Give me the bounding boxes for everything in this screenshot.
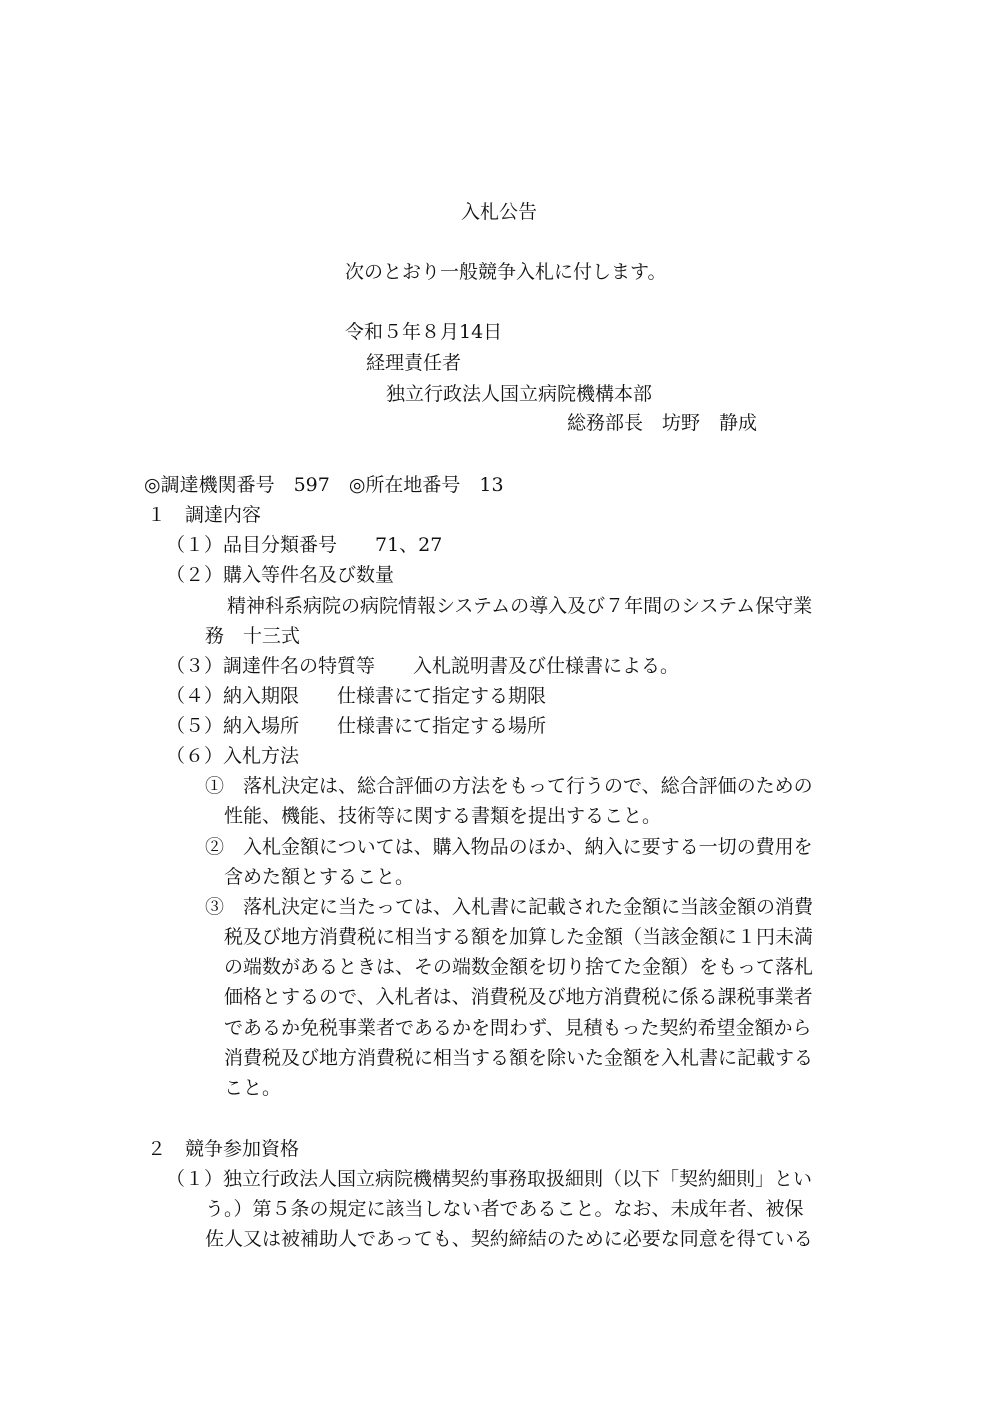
bid-method-3-line-7: こと。 bbox=[224, 1077, 282, 1099]
bid-method-2-line-1: ② 入札金額については、購入物品のほか、納入に要する一切の費用を bbox=[205, 836, 813, 858]
issuer-organization: 独立行政法人国立病院機構本部 bbox=[386, 383, 653, 405]
section-2-item-1-line-2: う。）第５条の規定に該当しない者であること。なお、未成年者、被保 bbox=[205, 1198, 804, 1220]
issuer-role: 経理責任者 bbox=[366, 352, 462, 374]
issuer-official: 総務部長 坊野 静成 bbox=[567, 412, 758, 434]
bid-method-1-line-1: ① 落札決定は、総合評価の方法をもって行うので、総合評価のための bbox=[205, 775, 813, 797]
notice-date: 令和５年８月14日 bbox=[345, 321, 503, 343]
section-1-item-2-label: （２）購入等件名及び数量 bbox=[166, 564, 395, 586]
identifier-line: ◎調達機関番号 597 ◎所在地番号 13 bbox=[144, 474, 504, 496]
bid-method-1-line-2: 性能、機能、技術等に関する書類を提出すること。 bbox=[224, 805, 662, 827]
section-1-item-2-line-1: 精神科系病院の病院情報システムの導入及び７年間のシステム保守業 bbox=[227, 595, 813, 617]
section-2-heading: ２ 競争参加資格 bbox=[147, 1138, 300, 1160]
bid-method-3-line-6: 消費税及び地方消費税に相当する額を除いた金額を入札書に記載する bbox=[224, 1047, 814, 1069]
section-2-item-1-line-3: 佐人又は被補助人であっても、契約締結のために必要な同意を得ている bbox=[205, 1228, 813, 1250]
section-1-item-2-line-2: 務 十三式 bbox=[205, 625, 301, 647]
page-title: 入札公告 bbox=[461, 201, 538, 223]
section-1-item-6-label: （６）入札方法 bbox=[166, 745, 300, 767]
bid-method-2-line-2: 含めた額とすること。 bbox=[224, 866, 415, 888]
bid-method-3-line-5: であるか免税事業者であるかを問わず、見積もった契約希望金額から bbox=[224, 1017, 812, 1039]
section-1-item-1: （１）品目分類番号 71、27 bbox=[166, 534, 443, 556]
section-1-item-3: （３）調達件名の特質等 入札説明書及び仕様書による。 bbox=[166, 655, 680, 677]
bid-method-3-line-4: 価格とするので、入札者は、消費税及び地方消費税に係る課税事業者 bbox=[224, 986, 813, 1008]
bid-method-3-line-1: ③ 落札決定に当たっては、入札書に記載された金額に当該金額の消費 bbox=[205, 896, 814, 918]
bid-method-3-line-2: 税及び地方消費税に相当する額を加算した金額（当該金額に１円未満 bbox=[224, 926, 814, 948]
section-1-item-4: （４）納入期限 仕様書にて指定する期限 bbox=[166, 685, 547, 707]
bid-method-3-line-3: の端数があるときは、その端数金額を切り捨てた金額）をもって落札 bbox=[224, 956, 814, 978]
section-2-item-1-line-1: （１）独立行政法人国立病院機構契約事務取扱細則（以下「契約細則」とい bbox=[166, 1168, 813, 1190]
section-1-item-5: （５）納入場所 仕様書にて指定する場所 bbox=[166, 715, 547, 737]
intro-text: 次のとおり一般競争入札に付します。 bbox=[345, 261, 667, 283]
section-1-heading: １ 調達内容 bbox=[147, 504, 262, 526]
